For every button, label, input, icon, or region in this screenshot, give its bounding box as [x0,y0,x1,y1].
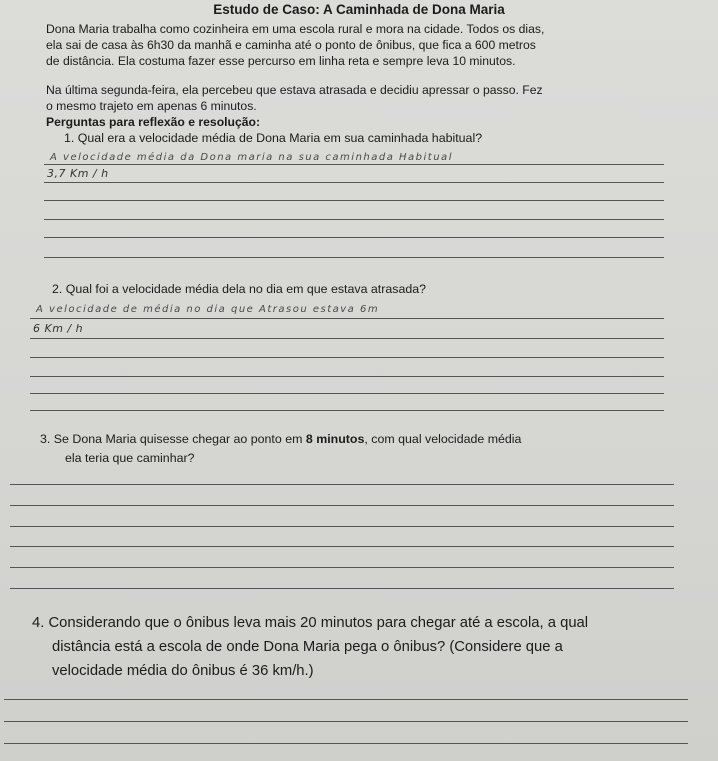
question-3-emphasis: 8 minutos [305,432,365,446]
question-3-line-2: ela teria que caminhar? [65,451,195,465]
event-line-2: o mesmo trajeto em apenas 6 minutos. [46,99,257,113]
answer-line [44,257,664,258]
event-line-1: Na última segunda-feira, ela percebeu que estava atrasada e decidiu apressar o passo. Fez [46,83,543,97]
question-4-line-2: distância está a escola de onde Dona Maria pega o ônibus? (Considere que a [52,639,563,655]
answer-line [4,721,688,722]
answer-line [10,505,674,506]
answer-line [10,546,674,547]
answer-2-line-1: A velocidade de média no dia que Atrasou estava 6m [36,304,380,315]
answer-line [30,410,664,411]
answer-2-line-2: 6 Km / h [33,322,84,335]
answer-line [30,318,664,319]
intro-line-3: de distância. Ela costuma fazer esse percurso em linha reta e sempre leva 10 minutos. [46,54,516,68]
section-heading: Perguntas para reflexão e resolução: [46,115,261,129]
answer-line [4,743,688,744]
answer-line [44,219,664,220]
answer-line [44,200,664,201]
answer-line [10,484,674,485]
answer-line [44,182,664,183]
worksheet-title: Estudo de Caso: A Caminhada de Dona Maria [213,2,505,17]
answer-line [4,699,688,700]
question-1: 1. Qual era a velocidade média de Dona Maria em sua caminhada habitual? [64,131,483,145]
answer-line [10,588,674,589]
question-3-line-1: 3. Se Dona Maria quisesse chegar ao ponto em 8 minutos, com qual velocidade média [40,432,522,446]
answer-line [30,338,664,339]
answer-1-line-1: A velocidade média da Dona maria na sua caminhada Habitual [50,152,453,163]
intro-line-2: ela sai de casa às 6h30 da manhã e caminha até o ponto de ônibus, que fica a 600 metros [46,38,536,52]
question-4-line-3: velocidade média do ônibus é 36 km/h.) [52,663,314,679]
answer-line [10,526,674,527]
answer-line [30,357,664,358]
intro-line-1: Dona Maria trabalha como cozinheira em uma escola rural e mora na cidade. Todos os dias, [46,22,545,36]
answer-line [30,376,664,377]
answer-1-line-2: 3,7 Km / h [47,167,109,180]
answer-line [10,567,674,568]
question-2: 2. Qual foi a velocidade média dela no dia em que estava atrasada? [52,282,427,296]
answer-line [30,393,664,394]
answer-line [44,237,664,238]
answer-line [44,164,664,165]
question-4-line-1: 4. Considerando que o ônibus leva mais 20 minutos para chegar até a escola, a qual [32,615,589,631]
